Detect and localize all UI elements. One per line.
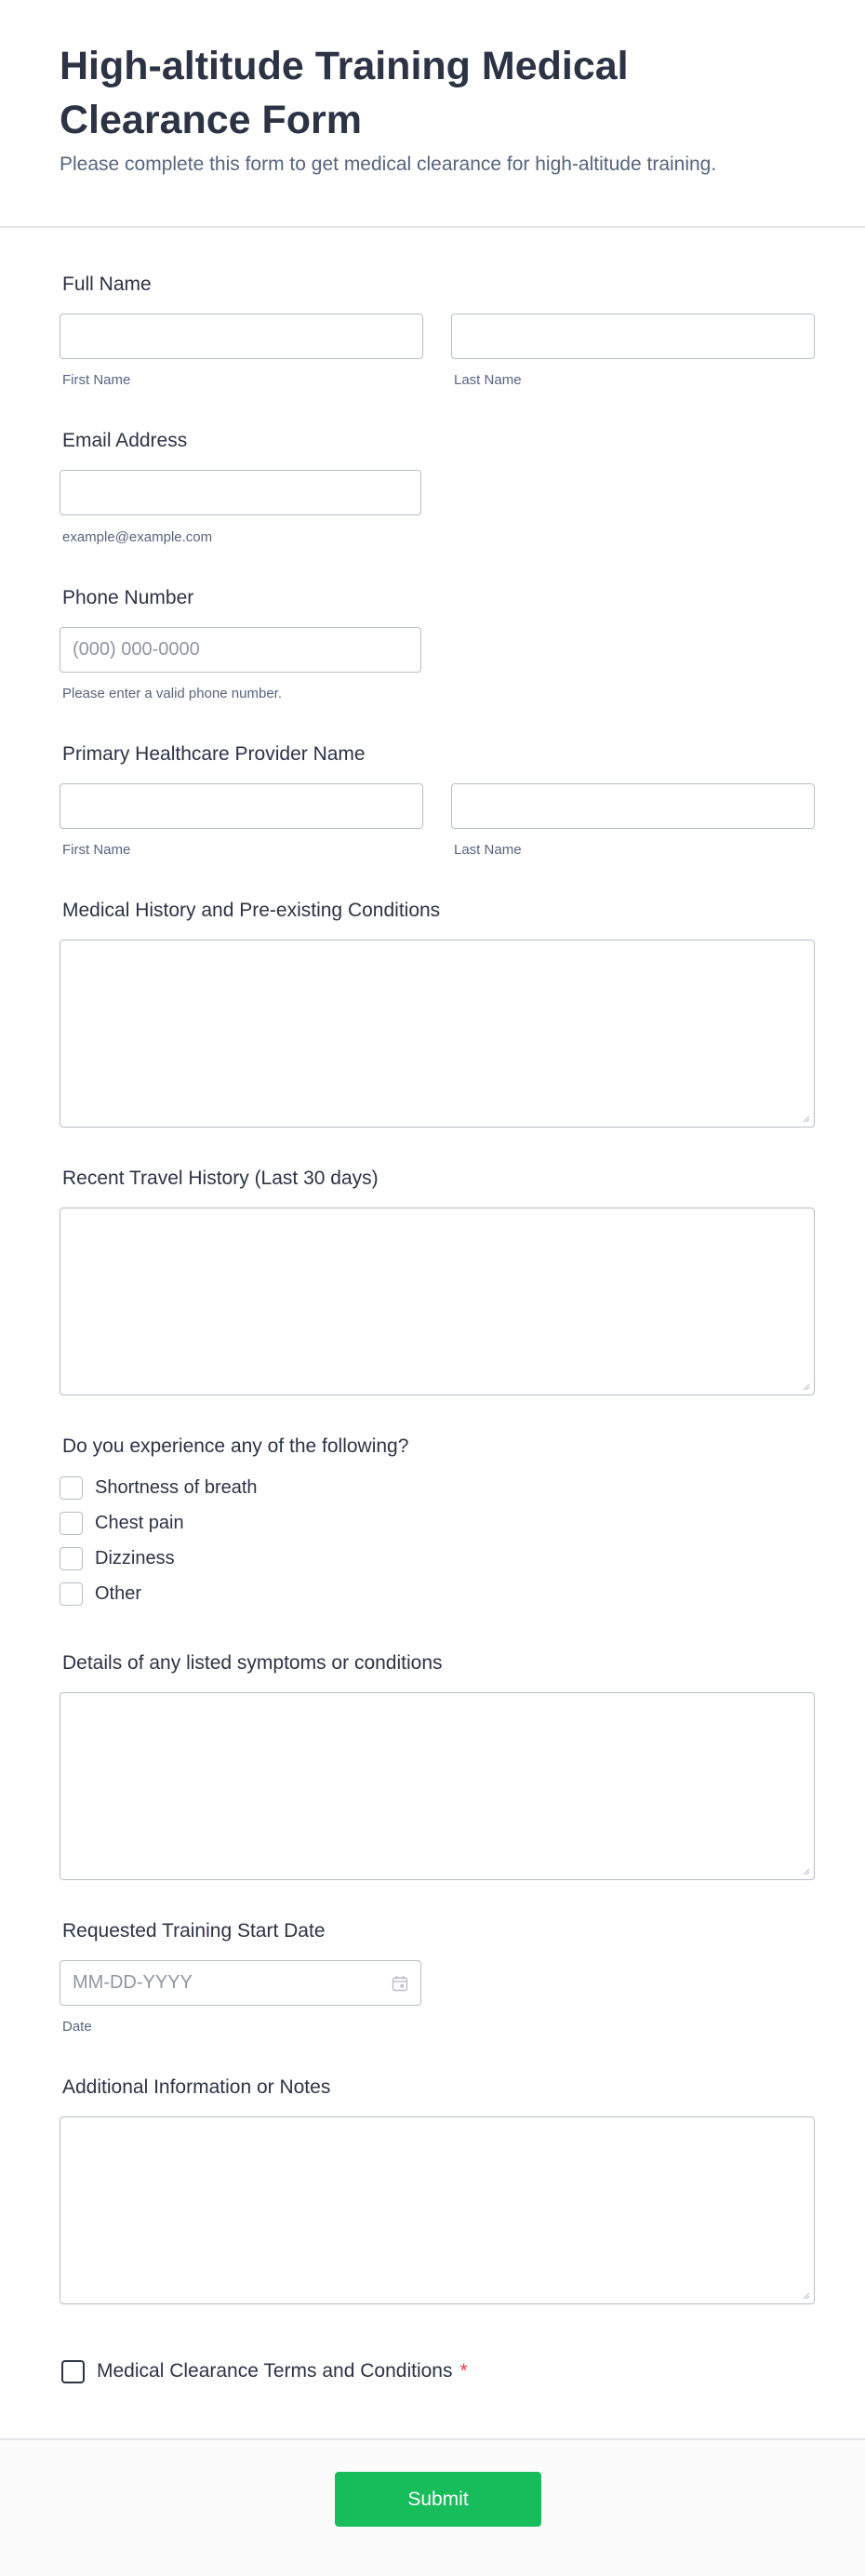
- required-indicator: *: [459, 2360, 468, 2382]
- provider-last-name-input[interactable]: [451, 783, 815, 829]
- medical-history-textarea[interactable]: [60, 940, 815, 1128]
- resize-grip-icon[interactable]: [801, 1866, 810, 1875]
- submit-button[interactable]: Submit: [335, 2472, 541, 2527]
- symptom-option-other[interactable]: [60, 1582, 141, 1606]
- checkbox[interactable]: [60, 1512, 83, 1535]
- last-name-input[interactable]: [451, 314, 815, 359]
- checkbox[interactable]: [60, 1582, 83, 1606]
- terms-label: Medical Clearance Terms and Conditions: [97, 2360, 453, 2382]
- email-field[interactable]: [60, 470, 421, 515]
- resize-grip-icon[interactable]: [801, 1381, 810, 1391]
- terms-checkbox-row[interactable]: [61, 2358, 468, 2384]
- form-subtitle: Please complete this form to get medical clearance for high-altitude training.: [60, 153, 717, 175]
- phone-placeholder: (000) 000-0000: [73, 639, 200, 660]
- symptom-option-dizziness[interactable]: [60, 1546, 175, 1570]
- provider-first-name-input[interactable]: [60, 783, 423, 829]
- symptom-option-label: Chest pain: [95, 1512, 184, 1533]
- medical-history-label: Medical History and Pre-existing Conditions: [62, 900, 441, 921]
- resize-grip-icon[interactable]: [801, 1114, 810, 1123]
- travel-history-label: Recent Travel History (Last 30 days): [62, 1168, 379, 1189]
- calendar-icon[interactable]: [392, 1975, 408, 1992]
- provider-last-sublabel: Last Name: [454, 842, 522, 858]
- symptom-details-textarea[interactable]: [60, 1692, 815, 1880]
- symptom-details-label: Details of any listed symptoms or conditions: [62, 1652, 443, 1674]
- terms-checkbox[interactable]: [61, 2360, 85, 2383]
- first-name-sublabel: First Name: [62, 372, 131, 388]
- resize-grip-icon[interactable]: [801, 2290, 810, 2300]
- symptom-option-label: Dizziness: [95, 1547, 175, 1568]
- phone-sublabel: Please enter a valid phone number.: [62, 686, 282, 701]
- first-name-input[interactable]: [60, 314, 423, 359]
- provider-label: Primary Healthcare Provider Name: [62, 743, 366, 765]
- symptoms-label: Do you experience any of the following?: [62, 1435, 409, 1457]
- travel-history-textarea[interactable]: [60, 1208, 815, 1395]
- start-date-sublabel: Date: [62, 2019, 92, 2035]
- symptom-option-chest-pain[interactable]: [60, 1511, 184, 1535]
- last-name-sublabel: Last Name: [454, 372, 522, 388]
- additional-info-label: Additional Information or Notes: [62, 2076, 331, 2098]
- checkbox[interactable]: [60, 1547, 83, 1570]
- additional-info-textarea[interactable]: [60, 2116, 815, 2304]
- symptom-option-shortness-of-breath[interactable]: [60, 1475, 258, 1500]
- full-name-label: Full Name: [62, 274, 152, 295]
- checkbox[interactable]: [60, 1476, 83, 1500]
- form-title: High-altitude Training Medical Clearance Form: [60, 44, 629, 142]
- date-placeholder: MM-DD-YYYY: [73, 1972, 193, 1993]
- form-header: [0, 0, 865, 228]
- symptom-option-label: Other: [95, 1582, 142, 1604]
- email-sublabel: example@example.com: [62, 529, 213, 545]
- email-label: Email Address: [62, 430, 188, 451]
- provider-first-sublabel: First Name: [62, 842, 131, 858]
- start-date-label: Requested Training Start Date: [62, 1920, 326, 1942]
- phone-label: Phone Number: [62, 587, 194, 608]
- start-date-field[interactable]: [60, 1960, 421, 2006]
- phone-field[interactable]: [60, 627, 421, 673]
- symptom-option-label: Shortness of breath: [95, 1476, 258, 1498]
